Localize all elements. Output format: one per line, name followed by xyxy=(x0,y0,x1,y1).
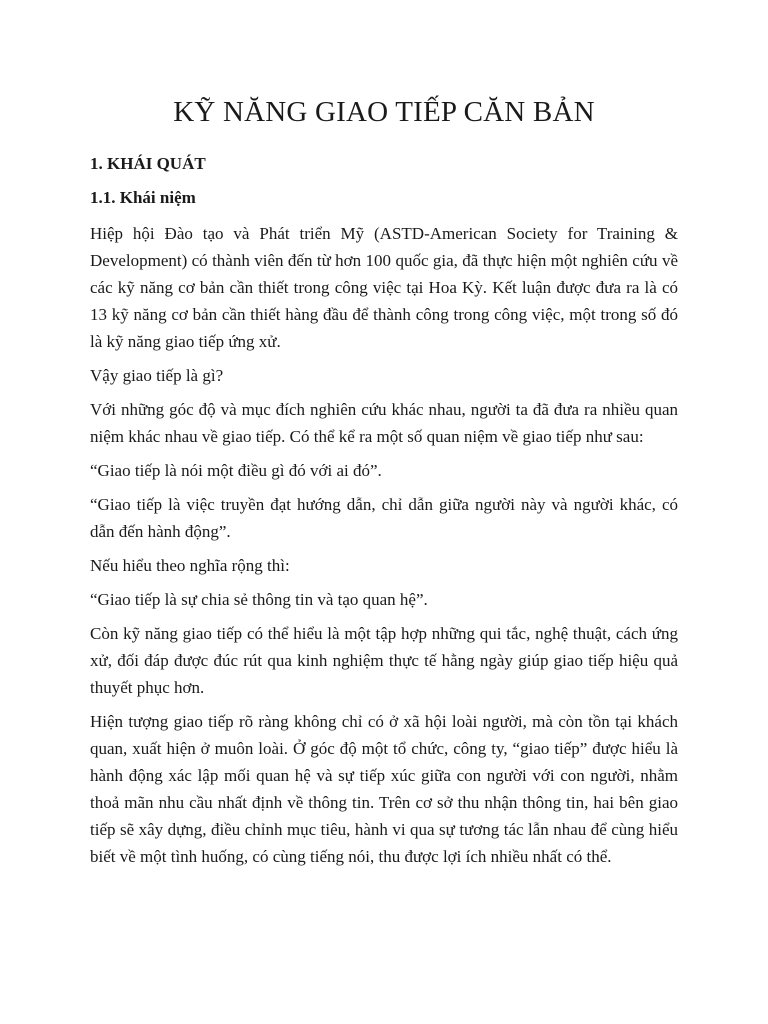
paragraph-phenomenon: Hiện tượng giao tiếp rõ ràng không chỉ có ở xã hội loài người, mà còn tồn tại khách quan, xuất hiện ở muôn loài. Ở góc độ một tổ chức, công ty, “giao tiếp” được hiểu là hành động xác lập mối quan hệ và sự tiếp xúc giữa con người với con người, nhằm thoả mãn nhu cầu nhất định về thông tin. Trên cơ sở thu nhận thông tin, hai bên giao tiếp sẽ xây dựng, điều chỉnh mục tiêu, hành vi qua sự tương tác lẫn nhau để cùng hiểu biết về một tình huống, có cùng tiếng nói, thu được lợi ích nhiều nhất có thể. xyxy=(90,712,678,866)
paragraph-perspectives: Với những góc độ và mục đích nghiên cứu khác nhau, người ta đã đưa ra nhiều quan niệm khác nhau về giao tiếp. Có thể kể ra một số quan niệm về giao tiếp như sau: xyxy=(90,400,678,446)
paragraph-quote-2: “Giao tiếp là việc truyền đạt hướng dẫn, chỉ dẫn giữa người này và người khác, có dẫn đến hành động”. xyxy=(90,495,678,541)
document-title: KỸ NĂNG GIAO TIẾP CĂN BẢN xyxy=(173,96,595,128)
paragraph-quote-3: “Giao tiếp là sự chia sẻ thông tin và tạo quan hệ”. xyxy=(90,590,428,609)
section-heading: 1. KHÁI QUÁT xyxy=(90,154,206,173)
paragraph-question: Vậy giao tiếp là gì? xyxy=(90,366,224,385)
paragraph-quote-1: “Giao tiếp là nói một điều gì đó với ai đó”. xyxy=(90,461,382,480)
subsection-heading: 1.1. Khái niệm xyxy=(90,188,196,207)
paragraph-astd-study: Hiệp hội Đào tạo và Phát triển Mỹ (ASTD-American Society for Training & Development) có thành viên đến từ hơn 100 quốc gia, đã thực hiện một nghiên cứu về các kỹ năng cơ bản cần thiết trong công việc tại Hoa Kỳ. Kết luận được đưa ra là có 13 kỹ năng cơ bản cần thiết hàng đầu để thành công trong công việc, một trong số đó là kỹ năng giao tiếp ứng xử. xyxy=(90,224,678,351)
paragraph-broad-sense: Nếu hiểu theo nghĩa rộng thì: xyxy=(90,556,290,575)
paragraph-skill-definition: Còn kỹ năng giao tiếp có thể hiểu là một tập hợp những qui tắc, nghệ thuật, cách ứng xử, đối đáp được đúc rút qua kinh nghiệm thực tế hằng ngày giúp giao tiếp hiệu quả thuyết phục hơn. xyxy=(90,624,678,697)
document-page xyxy=(90,90,678,877)
